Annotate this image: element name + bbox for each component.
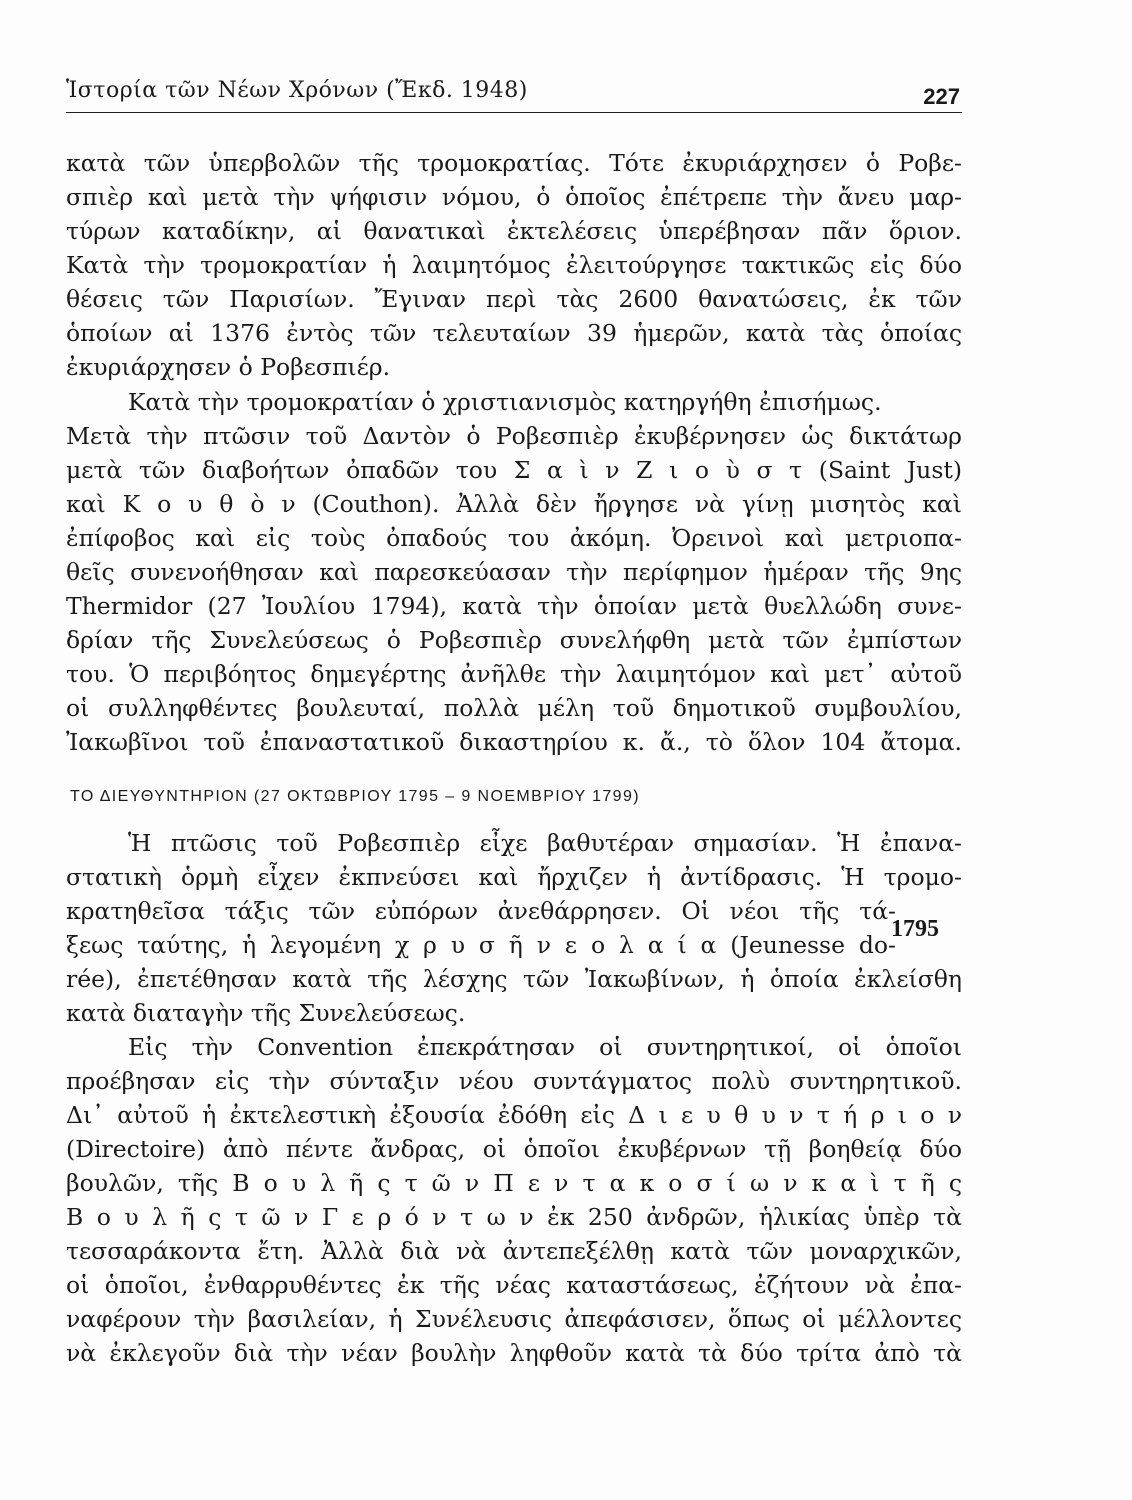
text-line: ὁποίων αἱ 1376 ἐντὸς τῶν τελευταίων 39 ἡμερῶν, κατὰ τὰς ὁποίας — [66, 319, 962, 347]
text-line: Ἡ πτῶσις τοῦ Ροβεσπιὲρ εἶχε βαθυτέραν σημασίαν. Ἡ ἐπανα- — [128, 829, 962, 857]
text-line: κατὰ διαταγὴν τῆς Συνελεύσεως. — [66, 999, 466, 1027]
text-line: Β ο υ λ ῆ ς τ ῶ ν Γ ε ρ ό ν τ ω ν ἐκ 250 ἀνδρῶν, ἡλικίας ὑπὲρ τὰ — [66, 1203, 962, 1231]
text-line: στατικὴ ὁρμὴ εἶχεν ἐκπνεύσει καὶ ἤρχιζεν ἡ ἀντίδρασις. Ἡ τρομο- — [66, 863, 962, 891]
text-line: τεσσαράκοντα ἔτη. Ἀλλὰ διὰ νὰ ἀντεπεξέλθῃ κατὰ τῶν μοναρχικῶν, — [66, 1237, 962, 1265]
text-line: τύρων καταδίκην, αἱ θανατικαὶ ἐκτελέσεις ὑπερέβησαν πᾶν ὅριον. — [66, 217, 962, 245]
paragraph-terror-excesses — [66, 146, 962, 384]
text-line: κρατηθεῖσα τάξις τῶν εὐπόρων ἀνεθάρρησεν. Οἱ νέοι τῆς τά- — [66, 897, 896, 925]
text-line: Κατὰ τὴν τρομοκρατίαν ὁ χριστιανισμὸς κατηργήθη ἐπισήμως. — [128, 388, 882, 416]
paragraph-robespierre-fall — [66, 826, 962, 1030]
text-line: θέσεις τῶν Παρισίων. Ἔγιναν περὶ τὰς 2600 θανατώσεις, ἐκ τῶν — [66, 285, 962, 313]
text-line: οἱ συλληφθέντες βουλευταί, πολλὰ μέλη τοῦ δημοτικοῦ συμβουλίου, — [66, 694, 962, 722]
text-line: Κατὰ τὴν τρομοκρατίαν ἡ λαιμητόμος ἐλειτούργησε τακτικῶς εἰς δύο — [66, 251, 962, 279]
text-line: Εἰς τὴν Convention ἐπεκράτησαν οἱ συντηρητικοί, οἱ ὁποῖοι — [128, 1033, 962, 1061]
margin-year-note: 1795 — [891, 916, 939, 942]
text-line: μετὰ τῶν διαβοήτων ὀπαδῶν του Σ α ὶ ν Ζ ι ο ὺ σ τ (Saint Just) — [66, 456, 962, 484]
text-line: προέβησαν εἰς τὴν σύνταξιν νέου συντάγματος πολὺ συντηρητικοῦ. — [66, 1067, 962, 1095]
text-line: κατὰ τῶν ὑπερβολῶν τῆς τρομοκρατίας. Τότε ἐκυριάρχησεν ὁ Ροβε- — [66, 149, 962, 177]
text-line: ναφέρουν τὴν βασιλείαν, ἡ Συνέλευσις ἀπεφάσισεν, ὅπως οἱ μέλλοντες — [66, 1305, 962, 1333]
text-line: Thermidor (27 Ἰουλίου 1794), κατὰ τὴν ὁποίαν μετὰ θυελλώδη συνε- — [66, 592, 962, 620]
text-line: Δι᾽ αὐτοῦ ἡ ἐκτελεστικὴ ἐξουσία ἐδόθη εἰς Δ ι ε υ θ υ ν τ ή ρ ι ο ν — [66, 1101, 962, 1129]
text-line: (Directoire) ἀπὸ πέντε ἄνδρας, οἱ ὁποῖοι ἐκυβέρνων τῇ βοηθείᾳ δύο — [66, 1135, 962, 1163]
text-line: καὶ Κ ο υ θ ὸ ν (Couthon). Ἀλλὰ δὲν ἤργησε νὰ γίνῃ μισητὸς καὶ — [66, 490, 962, 518]
text-line: του. Ὁ περιβόητος δημεγέρτης ἀνῆλθε τὴν λαιμητόμον καὶ μετ᾽ αὐτοῦ — [66, 660, 962, 688]
running-head-title: Ἱστορία τῶν Νέων Χρόνων (Ἔκδ. 1948) — [66, 78, 528, 103]
text-line: ἐπίφοβος καὶ εἰς τοὺς ὀπαδούς του ἀκόμη. Ὀρεινοὶ καὶ μετριοπα- — [66, 524, 962, 552]
text-line: ἐκυριάρχησεν ὁ Ροβεσπιέρ. — [66, 353, 391, 381]
page-number: 227 — [923, 84, 960, 109]
text-line: οἱ ὁποῖοι, ἐνθαρρυθέντες ἐκ τῆς νέας καταστάσεως, ἐζήτουν νὰ ἐπα- — [66, 1271, 962, 1299]
text-line: rée), ἐπετέθησαν κατὰ τῆς λέσχης τῶν Ἰακωβίνων, ἡ ὁποία ἐκλείσθη — [66, 965, 962, 993]
text-line: Μετὰ τὴν πτῶσιν τοῦ Δαντὸν ὁ Ροβεσπιὲρ ἐκυβέρνησεν ὡς δικτάτωρ — [66, 422, 962, 450]
paragraph-thermidor — [66, 385, 962, 759]
text-line: δρίαν τῆς Συνελεύσεως ὁ Ροβεσπιὲρ συνελήφθη μετὰ τῶν ἐμπίστων — [66, 626, 962, 654]
text-line: θεῖς συνενοήθησαν καὶ παρεσκεύασαν τὴν περίφημον ἡμέραν τῆς 9ης — [66, 558, 962, 586]
text-line: σπιὲρ καὶ μετὰ τὴν ψήφισιν νόμου, ὁ ὁποῖος ἐπέτρεπε τὴν ἄνευ μαρ- — [66, 183, 962, 211]
running-head — [66, 72, 962, 113]
text-line: ξεως ταύτης, ἡ λεγομένη χ ρ υ σ ῆ ν ε ο λ α ί α (Jeunesse do- — [66, 931, 896, 959]
section-heading: ΤΟ ΔΙΕΥΘΥΝΤΗΡΙΟΝ (27 ΟΚΤΩΒΡΙΟΥ 1795 – 9 ΝΟΕΜΒΡΙΟΥ 1799) — [70, 788, 640, 805]
text-line: Ἰακωβῖνοι τοῦ ἐπαναστατικοῦ δικαστηρίου κ. ἄ., τὸ ὅλον 104 ἄτομα. — [66, 728, 962, 756]
text-line: βουλῶν, τῆς Β ο υ λ ῆ ς τ ῶ ν Π ε ν τ α κ ο σ ί ω ν κ α ὶ τ ῆ ς — [66, 1169, 962, 1197]
text-line: νὰ ἐκλεγοῦν διὰ τὴν νέαν βουλὴν ληφθοῦν κατὰ τὰ δύο τρίτα ἀπὸ τὰ — [66, 1339, 962, 1367]
paragraph-directoire — [66, 1030, 962, 1370]
